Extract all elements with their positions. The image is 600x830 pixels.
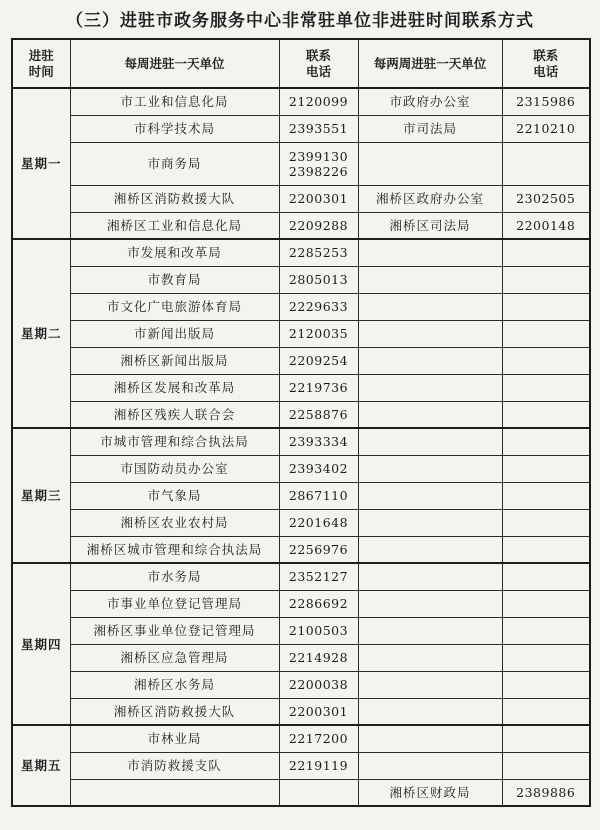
phone-cell: [279, 347, 358, 374]
weekly-unit-cell: 湘桥区发展和改革局: [70, 374, 279, 401]
header-phone-1: 联系 电话: [279, 39, 358, 88]
day-cell: 星期三: [12, 428, 70, 563]
phone-cell: [279, 239, 358, 266]
weekly-unit-cell: 湘桥区城市管理和综合执法局: [70, 536, 279, 563]
biweekly-unit-cell: [358, 293, 502, 320]
phone-cell: [279, 644, 358, 671]
weekly-unit-cell: 湘桥区消防救援大队: [70, 698, 279, 725]
phone-cell-2: 2200148: [502, 212, 590, 239]
phone-cell-2: 2210210: [502, 115, 590, 142]
weekly-unit-cell: 市水务局: [70, 563, 279, 590]
phone-cell-2: [502, 509, 590, 536]
weekly-unit-cell: 市事业单位登记管理局: [70, 590, 279, 617]
phone-cell: [279, 752, 358, 779]
biweekly-unit-cell: [358, 617, 502, 644]
header-time: 进驻 时间: [12, 39, 70, 88]
phone-number: 2805013: [288, 272, 349, 287]
biweekly-unit-cell: [358, 698, 502, 725]
phone-cell-2: [502, 320, 590, 347]
weekly-unit-cell: 市发展和改革局: [70, 239, 279, 266]
table-row: [12, 671, 590, 698]
day-cell: 星期二: [12, 239, 70, 428]
table-row: [12, 455, 590, 482]
biweekly-unit-cell: [358, 671, 502, 698]
phone-cell-2: [502, 347, 590, 374]
phone-cell-2: [502, 374, 590, 401]
phone-cell: [279, 401, 358, 428]
phone-cell-2: [502, 266, 590, 293]
phone-cell: [279, 617, 358, 644]
phone-cell: [279, 536, 358, 563]
table-row: [12, 401, 590, 428]
weekly-unit-cell: [70, 779, 279, 806]
biweekly-unit-cell: [358, 482, 502, 509]
phone-cell-2: [502, 644, 590, 671]
phone-number: 2867110: [288, 488, 349, 503]
phone-number: 2200038: [288, 677, 349, 692]
weekly-unit-cell: 市气象局: [70, 482, 279, 509]
phone-cell: [279, 725, 358, 752]
phone-number: 2120099: [288, 94, 349, 110]
phone-cell: [279, 455, 358, 482]
phone-cell: [279, 266, 358, 293]
biweekly-unit-cell: [358, 401, 502, 428]
phone-number: 2352127: [288, 569, 349, 585]
table-row: [12, 509, 590, 536]
header-biweekly-unit: 每两周进驻一天单位: [358, 39, 502, 88]
contact-table: [11, 38, 591, 807]
biweekly-unit-cell: [358, 142, 502, 185]
phone-number: 2214928: [288, 650, 349, 665]
phone-cell: [279, 212, 358, 239]
weekly-unit-cell: 湘桥区工业和信息化局: [70, 212, 279, 239]
phone-cell-2: [502, 428, 590, 455]
weekly-unit-cell: 湘桥区消防救援大队: [70, 185, 279, 212]
table-row: [12, 536, 590, 563]
weekly-unit-cell: 湘桥区应急管理局: [70, 644, 279, 671]
phone-cell: [279, 590, 358, 617]
table-row: [12, 482, 590, 509]
phone-cell-2: 2389886: [502, 779, 590, 806]
phone-number: 2393551: [288, 121, 349, 136]
table-row: [12, 590, 590, 617]
biweekly-unit-cell: [358, 428, 502, 455]
biweekly-unit-cell: [358, 455, 502, 482]
table-row: [12, 320, 590, 347]
weekly-unit-cell: 市文化广电旅游体育局: [70, 293, 279, 320]
phone-cell: [279, 293, 358, 320]
phone-number: 2285253: [288, 245, 349, 261]
header-weekly-unit: 每周进驻一天单位: [70, 39, 279, 88]
phone-cell-2: [502, 698, 590, 725]
phone-number: 2219119: [288, 758, 349, 773]
phone-number: 2209254: [288, 353, 349, 368]
phone-number: 2256976: [288, 541, 349, 557]
biweekly-unit-cell: 湘桥区财政局: [358, 779, 502, 806]
phone-cell: [279, 88, 358, 115]
phone-number: 2201648: [288, 515, 349, 530]
biweekly-unit-cell: [358, 725, 502, 752]
weekly-unit-cell: 湘桥区残疾人联合会: [70, 401, 279, 428]
phone-number: 2398226: [288, 163, 349, 179]
table-row: [12, 428, 590, 455]
table-row: [12, 374, 590, 401]
phone-cell: [279, 563, 358, 590]
table-row: [12, 617, 590, 644]
biweekly-unit-cell: [358, 239, 502, 266]
phone-number: 2399130: [288, 148, 349, 164]
biweekly-unit-cell: [358, 563, 502, 590]
table-row: [12, 779, 590, 806]
biweekly-unit-cell: 市政府办公室: [358, 88, 502, 115]
phone-cell-2: [502, 482, 590, 509]
weekly-unit-cell: 市商务局: [70, 142, 279, 185]
phone-cell-2: [502, 590, 590, 617]
biweekly-unit-cell: [358, 347, 502, 374]
table-row: [12, 347, 590, 374]
table-row: [12, 293, 590, 320]
weekly-unit-cell: 市城市管理和综合执法局: [70, 428, 279, 455]
phone-cell: [279, 671, 358, 698]
biweekly-unit-cell: [358, 266, 502, 293]
weekly-unit-cell: 市科学技术局: [70, 115, 279, 142]
phone-cell: [279, 428, 358, 455]
weekly-unit-cell: 市工业和信息化局: [70, 88, 279, 115]
table-row: [12, 725, 590, 752]
biweekly-unit-cell: 湘桥区司法局: [358, 212, 502, 239]
phone-cell: [279, 115, 358, 142]
weekly-unit-cell: 市林业局: [70, 725, 279, 752]
phone-cell-2: [502, 752, 590, 779]
phone-number: 2393402: [288, 461, 349, 476]
phone-cell-2: [502, 617, 590, 644]
table-row: [12, 752, 590, 779]
table-row: [12, 644, 590, 671]
weekly-unit-cell: 市国防动员办公室: [70, 455, 279, 482]
biweekly-unit-cell: [358, 320, 502, 347]
biweekly-unit-cell: 市司法局: [358, 115, 502, 142]
table-row: [12, 212, 590, 239]
phone-number: 2120035: [288, 326, 349, 341]
phone-cell: [279, 779, 358, 806]
phone-cell-2: [502, 293, 590, 320]
phone-cell-2: [502, 455, 590, 482]
weekly-unit-cell: 湘桥区农业农村局: [70, 509, 279, 536]
table-row: [12, 239, 590, 266]
biweekly-unit-cell: [358, 374, 502, 401]
phone-cell-2: [502, 142, 590, 185]
phone-number: 2200301: [288, 703, 349, 719]
biweekly-unit-cell: [358, 644, 502, 671]
weekly-unit-cell: 市教育局: [70, 266, 279, 293]
phone-cell-2: 2302505: [502, 185, 590, 212]
phone-cell: [279, 185, 358, 212]
table-row: [12, 115, 590, 142]
biweekly-unit-cell: [358, 590, 502, 617]
phone-cell-2: [502, 725, 590, 752]
weekly-unit-cell: 湘桥区事业单位登记管理局: [70, 617, 279, 644]
weekly-unit-cell: 湘桥区水务局: [70, 671, 279, 698]
phone-cell: [279, 374, 358, 401]
phone-cell: [279, 698, 358, 725]
phone-cell: [279, 482, 358, 509]
table-row: [12, 266, 590, 293]
phone-number: 2229633: [288, 299, 349, 314]
phone-number: 2217200: [288, 731, 349, 747]
phone-number: 2200301: [288, 191, 349, 206]
table-body: [12, 88, 590, 806]
phone-number: 2209288: [288, 217, 349, 233]
table-row: [12, 142, 590, 185]
phone-cell-2: 2315986: [502, 88, 590, 115]
day-cell: 星期四: [12, 563, 70, 725]
table-row: [12, 698, 590, 725]
phone-cell: [279, 320, 358, 347]
biweekly-unit-cell: 湘桥区政府办公室: [358, 185, 502, 212]
biweekly-unit-cell: [358, 509, 502, 536]
phone-number: 2219736: [288, 380, 349, 395]
weekly-unit-cell: 湘桥区新闻出版局: [70, 347, 279, 374]
phone-cell: [279, 509, 358, 536]
phone-cell-2: [502, 401, 590, 428]
weekly-unit-cell: 市消防救援支队: [70, 752, 279, 779]
phone-number: 2286692: [288, 596, 349, 611]
phone-number: 2393334: [288, 434, 349, 450]
table-row: [12, 185, 590, 212]
phone-cell: [279, 142, 358, 185]
phone-cell-2: [502, 536, 590, 563]
phone-number: 2100503: [288, 623, 349, 638]
phone-cell-2: [502, 671, 590, 698]
phone-cell-2: [502, 563, 590, 590]
page-title: （三）进驻市政务服务中心非常驻单位非进驻时间联系方式: [66, 11, 534, 31]
day-cell: 星期五: [12, 725, 70, 806]
biweekly-unit-cell: [358, 536, 502, 563]
biweekly-unit-cell: [358, 752, 502, 779]
phone-number: 2258876: [288, 406, 349, 422]
header-phone-2: 联系 电话: [502, 39, 590, 88]
table-header-row: [12, 39, 590, 88]
day-cell: 星期一: [12, 88, 70, 239]
weekly-unit-cell: 市新闻出版局: [70, 320, 279, 347]
table-row: [12, 563, 590, 590]
phone-cell-2: [502, 239, 590, 266]
table-row: [12, 88, 590, 115]
